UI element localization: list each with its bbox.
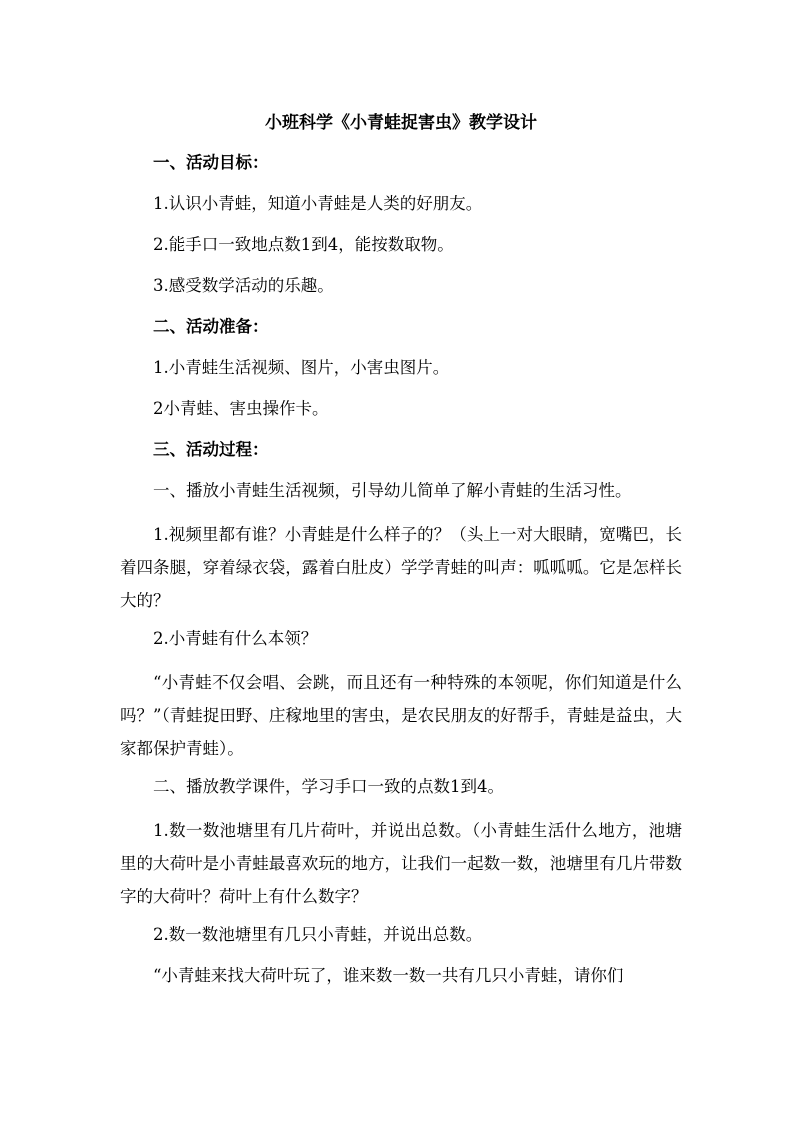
prep-item: 2小青蛙、害虫操作卡。 <box>153 399 329 418</box>
document-title: 小班科学《小青蛙捉害虫》教学设计 <box>265 113 537 133</box>
process-step: 一、播放小青蛙生活视频，引导幼儿简单了解小青蛙的生活习性。 <box>153 481 632 500</box>
goal-item: 2.能手口一致地点数1到4，能按数取物。 <box>153 235 454 254</box>
goal-item: 3.感受数学活动的乐趣。 <box>153 276 334 295</box>
process-quote: “小青蛙来找大荷叶玩了，谁来数一数一共有几只小青蛙，请你们 <box>153 966 624 985</box>
process-paragraph: 1.数一数池塘里有几片荷叶，并说出总数。（小青蛙生活什么地方，池塘里的大荷叶是小青蛙最喜欢玩的地方，让我们一起数一数，池塘里有几片带数字的大荷叶？荷叶上有什么数字？ <box>120 821 682 906</box>
process-paragraph: 2.数一数池塘里有几只小青蛙，并说出总数。 <box>153 925 483 944</box>
process-step: 二、播放教学课件，学习手口一致的点数1到4。 <box>153 777 504 796</box>
section-heading-preparation: 二、活动准备： <box>153 317 269 336</box>
process-quote: “小青蛙不仅会唱、会跳，而且还有一种特殊的本领呢，你们知道是什么吗？”（青蛙捉田野、庄稼地里的害虫，是农民朋友的好帮手，青蛙是益虫，大家都保护青蛙）。 <box>120 673 682 758</box>
prep-item: 1.小青蛙生活视频、图片，小害虫图片。 <box>153 358 450 377</box>
section-heading-process: 三、活动过程： <box>153 440 269 459</box>
process-paragraph: 1.视频里都有谁？小青蛙是什么样子的？（头上一对大眼睛，宽嘴巴，长着四条腿，穿着绿衣袋，露着白肚皮）学学青蛙的叫声：呱呱呱。它是怎样长大的？ <box>120 525 682 610</box>
goal-item: 1.认识小青蛙，知道小青蛙是人类的好朋友。 <box>153 194 483 213</box>
section-heading-goals: 一、活动目标： <box>153 153 269 172</box>
process-paragraph: 2.小青蛙有什么本领？ <box>153 629 318 648</box>
document-body <box>120 108 682 1003</box>
